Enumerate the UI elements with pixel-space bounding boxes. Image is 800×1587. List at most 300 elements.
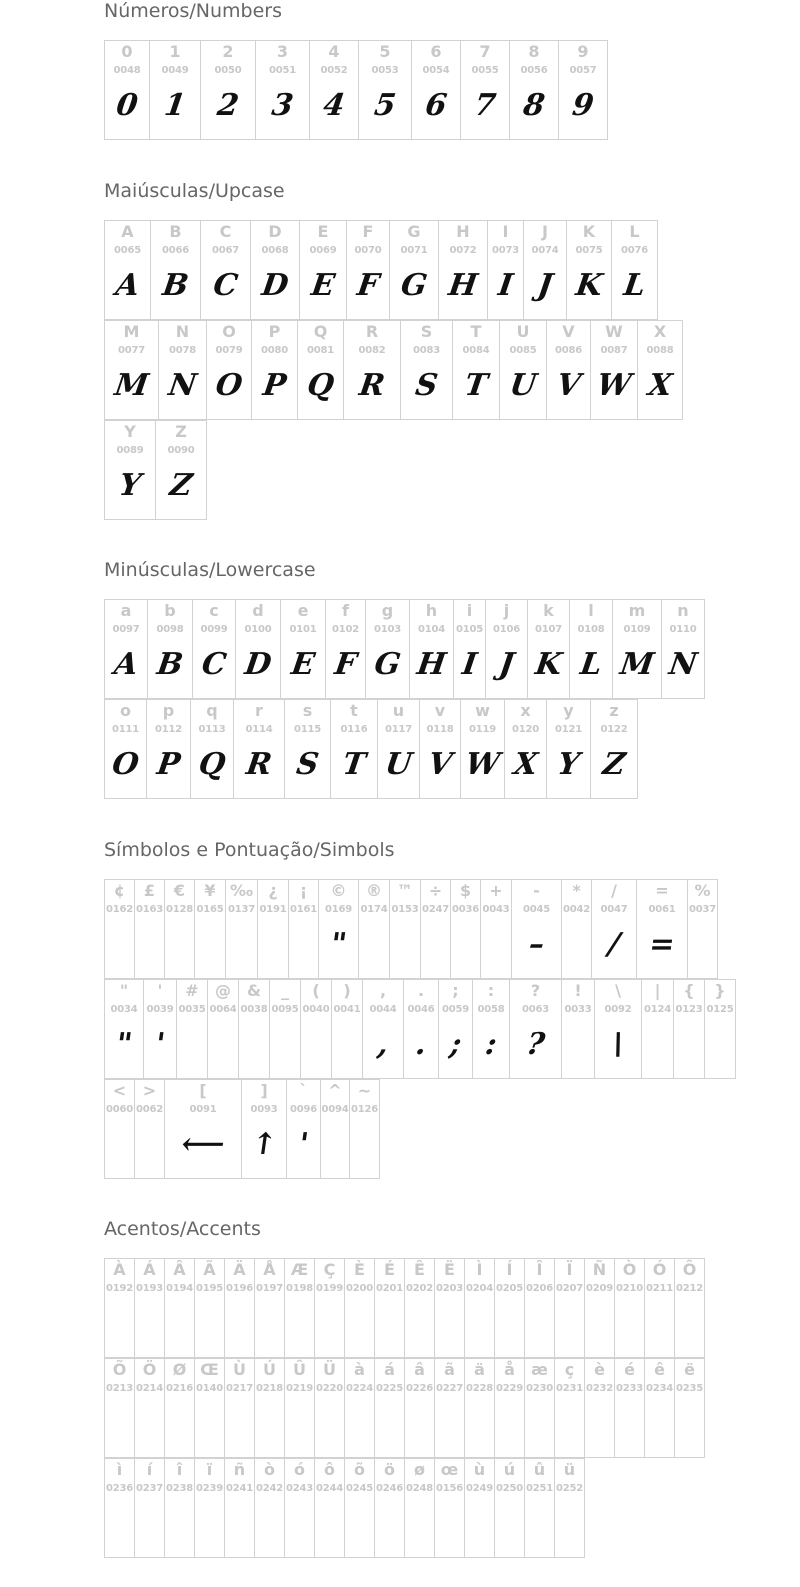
glyph-row (104, 1079, 379, 1179)
glyph-row (104, 1458, 584, 1558)
character-label: Ç (323, 1260, 336, 1279)
glyph-cell (164, 1258, 195, 1358)
glyph-cell (554, 1358, 585, 1458)
character-code: 0069 (309, 245, 337, 256)
glyph-cell (104, 1079, 135, 1179)
glyph-cell (104, 699, 147, 799)
glyph-cell (297, 320, 344, 420)
character-label: 8 (528, 42, 540, 61)
character-code: 0140 (195, 1383, 224, 1394)
glyph-cell (374, 1458, 405, 1558)
character-code: 0092 (604, 1004, 632, 1015)
character-code: 0044 (369, 1004, 397, 1015)
character-label: é (624, 1360, 635, 1379)
glyph-cell (194, 1458, 225, 1558)
glyph-cell (584, 1358, 615, 1458)
character-code: 0057 (569, 65, 597, 76)
character-code: 0244 (315, 1483, 344, 1494)
glyph-sample: ; (447, 1027, 464, 1062)
character-code: 0247 (421, 904, 450, 915)
glyph-row (104, 979, 735, 1079)
character-code: 0078 (168, 345, 197, 356)
character-label: ã (444, 1360, 455, 1379)
glyph-cell (554, 1458, 585, 1558)
character-label: \ (615, 981, 621, 1000)
character-label: Ä (233, 1260, 246, 1279)
glyph-cell (251, 320, 298, 420)
character-code: 0073 (491, 245, 520, 256)
character-label: p (162, 701, 175, 720)
character-code: 0201 (375, 1283, 404, 1294)
glyph-sample: S (294, 747, 321, 782)
character-code: 0046 (407, 1004, 435, 1015)
character-label: Ø (172, 1360, 187, 1379)
character-code: 0212 (675, 1283, 704, 1294)
glyph-cell (224, 1358, 255, 1458)
character-code: 0040 (302, 1004, 330, 1015)
glyph-cell (158, 320, 207, 420)
glyph-cell (104, 40, 150, 140)
glyph-cell (704, 979, 736, 1079)
character-label: T (470, 322, 482, 341)
character-label: w (475, 701, 490, 720)
glyph-sample: Q (305, 368, 337, 403)
character-code: 0202 (405, 1283, 434, 1294)
glyph-cell (523, 220, 567, 320)
character-code: 0228 (465, 1383, 494, 1394)
glyph-sample: 6 (423, 88, 449, 123)
character-label: Ö (142, 1360, 157, 1379)
character-code: 0090 (167, 445, 195, 456)
glyph-cell (190, 699, 234, 799)
glyph-sample: T (340, 747, 368, 782)
character-label: V (562, 322, 575, 341)
character-code: 0087 (600, 345, 628, 356)
character-label: Â (173, 1260, 186, 1279)
character-label: Õ (112, 1360, 127, 1379)
character-label: t (350, 701, 358, 720)
character-label: 0 (121, 42, 133, 61)
glyph-sample: N (666, 647, 700, 682)
glyph-sample: X (511, 747, 540, 782)
character-code: 0048 (113, 65, 141, 76)
character-label: > (142, 1081, 157, 1100)
character-label: œ (440, 1460, 459, 1479)
character-code: 0089 (116, 445, 144, 456)
character-label: [ (199, 1081, 207, 1100)
character-code: 0211 (645, 1283, 674, 1294)
character-code: 0060 (105, 1104, 134, 1115)
character-code: 0235 (675, 1383, 704, 1394)
glyph-sample: U (383, 747, 415, 782)
glyph-cell (104, 220, 151, 320)
glyph-sample: K (533, 647, 565, 682)
character-label: _ (281, 981, 289, 1000)
character-code: 0096 (289, 1104, 318, 1115)
character-code: 0250 (495, 1483, 524, 1494)
character-code: 0081 (306, 345, 335, 356)
glyph-cell (509, 40, 559, 140)
character-label: e (297, 601, 309, 620)
glyph-cell (644, 1258, 675, 1358)
character-code: 0066 (161, 245, 190, 256)
character-code: 0230 (525, 1383, 554, 1394)
character-code: 0126 (350, 1104, 379, 1115)
character-code: 0054 (422, 65, 450, 76)
glyph-cell (434, 1458, 465, 1558)
glyph-cell (257, 879, 289, 979)
character-label: M (123, 322, 140, 341)
character-code: 0239 (195, 1483, 224, 1494)
character-code: 0085 (509, 345, 537, 356)
character-label: ] (260, 1081, 268, 1100)
character-label: o (120, 701, 131, 720)
character-code: 0162 (105, 904, 134, 915)
glyph-cell (527, 599, 570, 699)
glyph-sample: K (573, 268, 605, 303)
glyph-row (104, 599, 704, 699)
character-label: H (456, 222, 470, 241)
glyph-cell (104, 879, 135, 979)
character-label: ù (473, 1460, 486, 1479)
glyph-cell (134, 1458, 165, 1558)
glyph-cell (434, 1358, 465, 1458)
character-label: I (502, 222, 509, 241)
character-code: 0064 (209, 1004, 237, 1015)
glyph-cell (464, 1458, 495, 1558)
character-label: v (434, 701, 446, 720)
glyph-sample: : (483, 1027, 500, 1062)
glyph-sample: V (425, 747, 455, 782)
glyph-cell (358, 40, 412, 140)
character-label: Ú (263, 1360, 276, 1379)
character-code: 0234 (645, 1383, 674, 1394)
character-code: 0169 (324, 904, 353, 915)
glyph-cell (499, 320, 547, 420)
character-label: ^ (328, 1081, 342, 1100)
glyph-cell (269, 979, 301, 1079)
glyph-cell (255, 40, 310, 140)
character-code: 0102 (331, 624, 360, 635)
glyph-cell (561, 979, 595, 1079)
character-code: 0086 (554, 345, 583, 356)
glyph-cell (200, 40, 256, 140)
glyph-cell (661, 599, 705, 699)
character-code: 0229 (495, 1383, 524, 1394)
character-code: 0038 (240, 1004, 268, 1015)
glyph-cell (403, 979, 439, 1079)
glyph-sample: , (375, 1027, 391, 1062)
glyph-cell (365, 599, 410, 699)
glyph-cell (318, 879, 359, 979)
glyph-cell (104, 1458, 135, 1558)
glyph-cell (284, 1258, 315, 1358)
glyph-row (104, 699, 637, 799)
character-label: 5 (379, 42, 391, 61)
character-code: 0106 (492, 624, 521, 635)
character-code: 0104 (417, 624, 446, 635)
character-label: ö (384, 1460, 395, 1479)
character-label: } (714, 981, 726, 1000)
character-code: 0050 (214, 65, 242, 76)
glyph-cell (344, 1258, 375, 1358)
character-label: ' (157, 981, 163, 1000)
glyph-row (104, 40, 607, 140)
character-label: G (407, 222, 421, 241)
glyph-cell (164, 879, 195, 979)
glyph-cell (104, 320, 159, 420)
character-code: 0137 (227, 904, 256, 915)
glyph-sample: ↑ (249, 1127, 280, 1162)
glyph-sample: ' (296, 1127, 311, 1162)
glyph-sample: 7 (472, 88, 498, 123)
character-label: K (582, 222, 596, 241)
character-label: z (609, 701, 619, 720)
glyph-cell (344, 1358, 375, 1458)
glyph-cell (134, 1358, 165, 1458)
glyph-cell (389, 220, 439, 320)
character-label: $ (459, 881, 472, 900)
glyph-cell (254, 1258, 285, 1358)
character-code: 0076 (620, 245, 649, 256)
character-code: 0051 (268, 65, 297, 76)
glyph-sample: Y (116, 468, 144, 503)
glyph-cell (349, 1079, 380, 1179)
glyph-cell (409, 599, 454, 699)
glyph-cell (464, 1258, 495, 1358)
character-label: r (255, 701, 263, 720)
character-code: 0101 (289, 624, 317, 635)
glyph-sample: / (606, 927, 623, 962)
character-code: 0077 (117, 345, 146, 356)
character-code: 0042 (562, 904, 591, 915)
glyph-cell (343, 320, 401, 420)
character-label: . (417, 981, 425, 1000)
character-label: * (572, 881, 581, 900)
character-label: ú (503, 1460, 516, 1479)
glyph-sample: Z (600, 747, 628, 782)
glyph-cell (404, 1258, 435, 1358)
character-code: 0232 (585, 1383, 614, 1394)
character-code: 0249 (465, 1483, 494, 1494)
character-code: 0082 (358, 345, 386, 356)
glyph-cell (546, 699, 591, 799)
character-label: ` (299, 1081, 308, 1100)
character-code: 0045 (522, 904, 551, 915)
glyph-cell (224, 1458, 255, 1558)
glyph-sample: P (154, 747, 183, 782)
glyph-cell (389, 879, 421, 979)
glyph-sample: 0 (114, 88, 140, 123)
character-code: 0191 (259, 904, 287, 915)
character-code: 0200 (345, 1283, 374, 1294)
glyph-sample: ' (153, 1027, 168, 1062)
glyph-sample: " (113, 1027, 135, 1062)
glyph-cell (250, 220, 300, 320)
glyph-sample: = (647, 927, 678, 962)
character-label: P (268, 322, 281, 341)
character-label: Û (293, 1360, 306, 1379)
character-label: O (222, 322, 236, 341)
glyph-cell (419, 699, 461, 799)
character-code: 0194 (165, 1283, 194, 1294)
glyph-sample: J (497, 647, 517, 682)
character-label: È (354, 1260, 365, 1279)
character-label: S (420, 322, 433, 341)
glyph-sample: W (594, 368, 634, 403)
character-code: 0210 (615, 1283, 644, 1294)
glyph-cell (452, 320, 500, 420)
character-label: á (384, 1360, 395, 1379)
glyph-cell (472, 979, 510, 1079)
character-label: ÷ (428, 881, 443, 900)
glyph-cell (612, 599, 662, 699)
character-label: N (175, 322, 190, 341)
character-code: 0116 (340, 724, 368, 735)
character-code: 0123 (675, 1004, 703, 1015)
glyph-cell (494, 1358, 525, 1458)
character-code: 0083 (412, 345, 441, 356)
character-label: f (342, 601, 349, 620)
character-label: l (588, 601, 594, 620)
glyph-sample: S (413, 368, 440, 403)
character-code: 0114 (245, 724, 273, 735)
glyph-cell (150, 220, 201, 320)
glyph-cell (641, 979, 674, 1079)
character-label: g (381, 601, 394, 620)
character-code: 0098 (156, 624, 184, 635)
character-code: 0034 (110, 1004, 138, 1015)
character-label: | (654, 981, 661, 1000)
character-label: x (520, 701, 531, 720)
glyph-cell (611, 220, 658, 320)
glyph-cell (233, 699, 285, 799)
glyph-sample: J (535, 268, 555, 303)
character-code: 0238 (165, 1483, 194, 1494)
glyph-sample: 3 (269, 88, 296, 123)
glyph-cell (300, 979, 332, 1079)
character-code: 0049 (161, 65, 189, 76)
character-label: õ (354, 1460, 365, 1479)
glyph-row (104, 879, 717, 979)
character-label: 6 (430, 42, 442, 61)
character-code: 0205 (495, 1283, 524, 1294)
character-code: 0153 (391, 904, 419, 915)
glyph-sample: G (372, 647, 403, 682)
character-code: 0241 (225, 1483, 254, 1494)
character-code: 0227 (435, 1383, 464, 1394)
character-label: m (628, 601, 646, 620)
character-code: 0192 (105, 1283, 134, 1294)
character-code: 0099 (200, 624, 228, 635)
glyph-sample: C (199, 647, 229, 682)
glyph-sample: 5 (372, 88, 398, 123)
character-label: Å (263, 1260, 276, 1279)
character-label: & (247, 981, 261, 1000)
glyph-row (104, 1358, 704, 1458)
character-code: 0207 (555, 1283, 584, 1294)
character-label: 7 (479, 42, 491, 61)
character-code: 0091 (189, 1104, 217, 1115)
character-label: æ (531, 1360, 548, 1379)
character-label: Ê (414, 1260, 425, 1279)
character-label: Í (506, 1260, 513, 1279)
glyph-cell (155, 420, 207, 520)
character-code: 0080 (260, 345, 289, 356)
character-label: â (414, 1360, 425, 1379)
character-code: 0062 (135, 1104, 164, 1115)
character-code: 0095 (271, 1004, 299, 1015)
character-label: Á (143, 1260, 156, 1279)
character-label: Z (175, 422, 187, 441)
section-title: Acentos/Accents (104, 1218, 261, 1240)
character-label: Ò (622, 1260, 637, 1279)
character-label: ü (563, 1460, 576, 1479)
glyph-sample: D (242, 647, 274, 682)
glyph-row (104, 320, 682, 420)
character-code: 0084 (462, 345, 490, 356)
character-label: : (487, 981, 495, 1000)
character-label: s (302, 701, 313, 720)
character-label: j (503, 601, 510, 620)
glyph-cell (674, 1358, 705, 1458)
character-code: 0059 (441, 1004, 470, 1015)
glyph-sample: – (526, 927, 547, 962)
glyph-cell (176, 979, 208, 1079)
glyph-sample: A (113, 268, 142, 303)
character-label: + (489, 881, 503, 900)
character-code: 0075 (575, 245, 603, 256)
glyph-cell (460, 40, 510, 140)
character-code: 0165 (196, 904, 224, 915)
glyph-sample: Y (555, 747, 582, 782)
character-label: a (120, 601, 132, 620)
glyph-cell (194, 879, 226, 979)
character-label: ‰ (229, 881, 254, 900)
character-code: 0218 (255, 1383, 284, 1394)
character-code: 0067 (211, 245, 240, 256)
glyph-sample: V (554, 368, 583, 403)
glyph-sample: O (110, 747, 142, 782)
character-code: 0033 (564, 1004, 592, 1015)
character-code: 0224 (345, 1383, 374, 1394)
character-label: W (605, 322, 623, 341)
character-label: B (169, 222, 182, 241)
glyph-cell (104, 599, 148, 699)
glyph-cell (194, 1258, 225, 1358)
character-label: Ñ (592, 1260, 607, 1279)
glyph-cell (235, 599, 281, 699)
character-code: 0117 (384, 724, 413, 735)
character-code: 0251 (525, 1483, 554, 1494)
glyph-cell (344, 1458, 375, 1558)
glyph-sample: B (160, 268, 191, 303)
character-code: 0199 (315, 1283, 344, 1294)
glyph-cell (134, 879, 165, 979)
glyph-cell (464, 1358, 495, 1458)
character-code: 0242 (255, 1483, 284, 1494)
character-label: ; (452, 981, 459, 1000)
character-code: 0214 (135, 1383, 164, 1394)
character-label: 4 (328, 42, 340, 61)
character-code: 0105 (455, 624, 484, 635)
character-code: 0197 (255, 1283, 284, 1294)
character-code: 0120 (511, 724, 540, 735)
character-label: D (268, 222, 282, 241)
character-label: É (384, 1260, 395, 1279)
character-label: Ã (203, 1260, 216, 1279)
character-label: ò (264, 1460, 275, 1479)
